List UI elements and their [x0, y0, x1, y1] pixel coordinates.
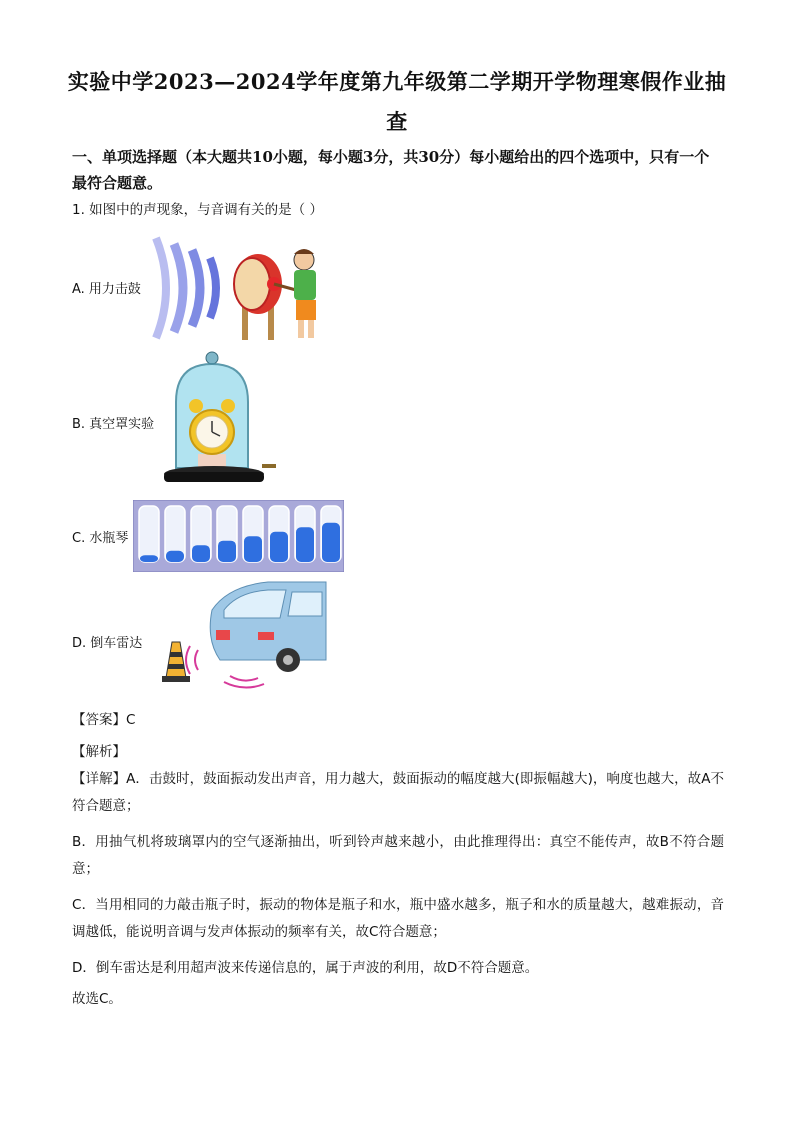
- sound-wave-arc: [156, 238, 166, 338]
- vacuum-bell-jar-illustration: [162, 350, 280, 492]
- boy-leg: [298, 320, 304, 338]
- question-1-stem: 1. 如图中的声现象，与音调有关的是（ ）: [72, 202, 323, 218]
- reversing-radar-illustration: [158, 580, 330, 692]
- water-level: [140, 555, 158, 562]
- drum-illustration: [146, 232, 326, 344]
- sound-wave-arc: [192, 250, 200, 326]
- explanation-option-c: C．当用相同的力敲击瓶子时，振动的物体是瓶子和水，瓶中盛水越多，瓶子和水的质量越大，越难振动，音调越低，能说明音调与发声体振动的频率有关，故C符合题意；: [72, 897, 724, 940]
- radar-wave: [224, 682, 264, 688]
- water-level: [296, 527, 314, 562]
- air-valve: [262, 464, 276, 468]
- section-heading: 一、单项选择题（本大题共10小题，每小题3分，共30分）每小题给出的四个选项中，只有一个最符合题意。: [72, 148, 710, 192]
- plate-base: [164, 472, 264, 482]
- cone-base: [162, 676, 190, 682]
- analysis-label: 【解析】: [72, 744, 126, 760]
- boy-leg: [308, 320, 314, 338]
- side-window: [288, 592, 322, 616]
- cone-stripe: [168, 664, 184, 669]
- alarm-bell-left: [189, 399, 203, 413]
- option-d-label: D. 倒车雷达: [72, 636, 143, 651]
- water-level: [270, 532, 288, 562]
- water-level: [244, 536, 262, 562]
- water-level: [218, 541, 236, 562]
- option-b-label: B. 真空罩实验: [72, 417, 155, 432]
- boy-hair: [294, 249, 314, 254]
- clock-pad: [198, 454, 226, 468]
- water-level: [166, 551, 184, 562]
- alarm-bell-right: [221, 399, 235, 413]
- radar-wave: [195, 650, 198, 670]
- water-level: [192, 545, 210, 562]
- cone-stripe: [170, 652, 182, 657]
- option-a-label: A. 用力击鼓: [72, 282, 141, 297]
- jar-knob: [206, 352, 218, 364]
- option-c-label: C. 水瓶琴: [72, 531, 129, 546]
- water-bottle-xylophone-illustration: [133, 500, 344, 572]
- tail-light: [216, 630, 230, 640]
- boy-shorts: [296, 300, 316, 320]
- page-title: 实验中学2023—2024学年度第九年级第二学期开学物理寒假作业抽查: [67, 69, 727, 134]
- sound-wave-arc: [210, 258, 216, 318]
- conclusion: 故选C。: [72, 991, 122, 1007]
- answer-label: 【答案】C: [72, 712, 136, 728]
- water-level: [322, 523, 340, 562]
- wheel-hub: [283, 655, 293, 665]
- radar-wave: [230, 676, 258, 681]
- explanation-option-b: B．用抽气机将玻璃罩内的空气逐渐抽出，听到铃声越来越小，由此推理得出：真空不能传声，故B不符合题意；: [72, 834, 724, 877]
- tail-light: [258, 632, 274, 640]
- explanation-option-d: D．倒车雷达是利用超声波来传递信息的，属于声波的利用，故D不符合题意。: [72, 960, 539, 976]
- traffic-cone: [166, 642, 186, 678]
- boy-shirt: [294, 270, 316, 300]
- explanation-option-a: 【详解】A．击鼓时，鼓面振动发出声音，用力越大，鼓面振动的幅度越大(即振幅越大)，响度也越大，故A不符合题意；: [72, 771, 724, 814]
- water-glass: [139, 506, 159, 562]
- drum-head: [234, 258, 270, 310]
- radar-wave: [186, 646, 190, 674]
- sound-wave-arc: [174, 244, 183, 332]
